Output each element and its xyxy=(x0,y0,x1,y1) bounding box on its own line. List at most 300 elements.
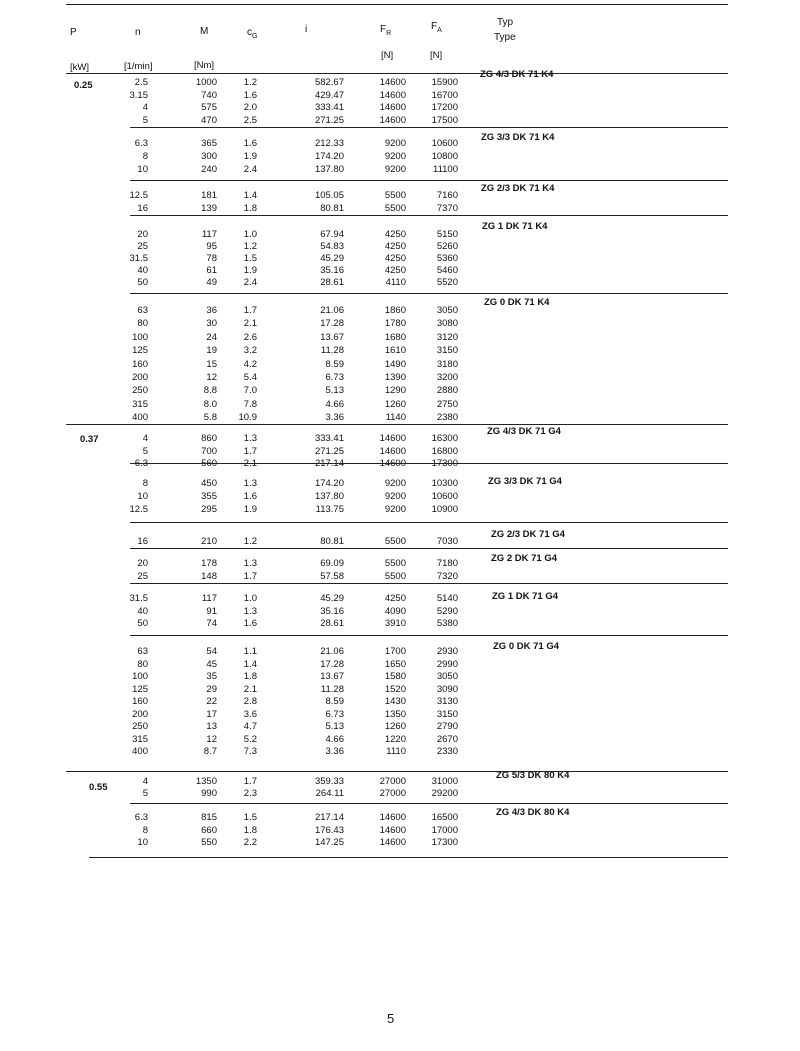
header-type: Type xyxy=(494,32,516,43)
cell-ratio: 174.20 xyxy=(314,478,344,489)
cell-axial-force: 5520 xyxy=(436,277,458,288)
group-separator xyxy=(130,583,728,584)
cell-service-factor: 1.8 xyxy=(243,203,257,214)
cell-radial-force: 1110 xyxy=(386,746,406,757)
header-fa xyxy=(431,21,442,34)
cell-ratio: 212.33 xyxy=(314,138,344,149)
cell-radial-force: 27000 xyxy=(379,776,406,787)
gear-type-label: ZG 5/3 DK 80 K4 xyxy=(496,770,570,781)
cell-radial-force: 1290 xyxy=(384,385,406,396)
gear-type-label: ZG 0 DK 71 K4 xyxy=(484,297,550,308)
cell-radial-force: 5500 xyxy=(384,536,406,547)
cell-speed: 4 xyxy=(142,102,148,113)
cell-speed: 10 xyxy=(137,164,148,175)
cell-ratio: 8.59 xyxy=(325,359,344,370)
cell-service-factor: 7.3 xyxy=(243,746,257,757)
header-fa-main: F xyxy=(431,21,438,32)
cell-torque: 36 xyxy=(206,305,217,316)
cell-speed: 125 xyxy=(132,684,148,695)
cell-radial-force: 1220 xyxy=(384,734,406,745)
cell-speed: 40 xyxy=(137,606,148,617)
cell-radial-force: 14600 xyxy=(379,90,406,101)
cell-service-factor: 1.7 xyxy=(243,776,257,787)
cell-torque xyxy=(201,458,217,470)
cell-speed: 100 xyxy=(132,671,148,682)
header-cg xyxy=(247,27,257,40)
cell-ratio xyxy=(315,458,344,470)
cell-service-factor: 1.8 xyxy=(243,671,257,682)
cell-speed: 63 xyxy=(137,646,148,657)
cell-radial-force: 14600 xyxy=(379,837,406,848)
cell-axial-force: 3050 xyxy=(436,671,458,682)
cell-axial-force: 29200 xyxy=(431,788,458,799)
group-separator xyxy=(130,522,728,523)
cell-speed: 8 xyxy=(142,151,148,162)
cell-service-factor: 5.2 xyxy=(243,734,257,745)
group-separator xyxy=(130,293,728,294)
group-separator xyxy=(89,857,728,858)
cell-radial-force: 9200 xyxy=(384,164,406,175)
cell-radial-force: 9200 xyxy=(384,491,406,502)
cell-radial-force: 14600 xyxy=(379,825,406,836)
gear-type-label: ZG 2/3 DK 71 G4 xyxy=(491,529,565,540)
cell-torque: 117 xyxy=(201,593,217,604)
group-separator xyxy=(130,215,728,216)
cell-radial-force: 1860 xyxy=(384,305,406,316)
gear-type-label: ZG 4/3 DK 71 G4 xyxy=(487,426,561,437)
cell-ratio: 11.28 xyxy=(320,345,344,356)
cell-service-factor: 10.9 xyxy=(238,412,257,423)
cell-torque: 181 xyxy=(201,190,217,201)
cell-axial-force: 2790 xyxy=(436,721,458,732)
cell-torque: 17 xyxy=(206,709,217,720)
cell-radial-force: 5500 xyxy=(384,558,406,569)
cell-torque: 575 xyxy=(201,102,217,113)
cell-service-factor: 2.2 xyxy=(243,837,257,848)
cell-radial-force: 9200 xyxy=(384,151,406,162)
cell-ratio: 264.11 xyxy=(315,788,344,799)
cell-axial-force: 3180 xyxy=(436,359,458,370)
cell-radial-force: 9200 xyxy=(384,138,406,149)
cell-radial-force: 14600 xyxy=(379,115,406,126)
cell-radial-force: 4250 xyxy=(384,265,406,276)
cell-axial-force: 11100 xyxy=(432,164,458,175)
cell-speed: 10 xyxy=(137,837,148,848)
cell-torque: 35 xyxy=(206,671,217,682)
cell-ratio: 4.66 xyxy=(325,399,344,410)
group-separator xyxy=(66,771,728,772)
cell-ratio: 8.59 xyxy=(325,696,344,707)
header-i: i xyxy=(305,24,308,35)
cell-service-factor: 1.9 xyxy=(243,265,257,276)
cell-service-factor: 1.8 xyxy=(243,825,257,836)
gear-type-label: ZG 1 DK 71 G4 xyxy=(492,591,558,602)
cell-ratio: 80.81 xyxy=(320,536,344,547)
cell-axial-force: 2990 xyxy=(436,659,458,670)
cell-ratio: 147.25 xyxy=(314,837,344,848)
cell-speed: 100 xyxy=(132,332,148,343)
cell-radial-force: 1430 xyxy=(384,696,406,707)
cell-radial-force: 4110 xyxy=(385,277,406,288)
cell-ratio: 35.16 xyxy=(320,606,344,617)
cell-service-factor: 4.7 xyxy=(243,721,257,732)
cell-radial-force: 14600 xyxy=(379,812,406,823)
cell-axial-force: 3080 xyxy=(436,318,458,329)
cell-axial-force: 16700 xyxy=(431,90,458,101)
cell-axial-force xyxy=(432,458,458,470)
cell-speed: 16 xyxy=(137,203,148,214)
cell-service-factor: 3.2 xyxy=(243,345,257,356)
gear-type-label: ZG 3/3 DK 71 K4 xyxy=(481,132,555,143)
cell-ratio: 13.67 xyxy=(320,671,344,682)
cell-axial-force: 2930 xyxy=(436,646,458,657)
cell-service-factor: 2.3 xyxy=(243,788,257,799)
cell-axial-force: 10800 xyxy=(431,151,458,162)
cell-speed: 250 xyxy=(132,385,148,396)
cell-radial-force: 4250 xyxy=(384,593,406,604)
cell-service-factor: 1.2 xyxy=(243,536,257,547)
cell-ratio: 3.36 xyxy=(325,412,344,423)
cell-speed: 50 xyxy=(137,618,148,629)
cell-speed: 6.3 xyxy=(134,138,148,149)
cell-speed: 2.5 xyxy=(134,77,148,88)
cell-speed: 80 xyxy=(137,659,148,670)
cell-axial-force: 17000 xyxy=(431,825,458,836)
cell-speed: 4 xyxy=(142,433,148,444)
gear-type-label: ZG 2 DK 71 G4 xyxy=(491,553,557,564)
cell-torque: 45 xyxy=(206,659,217,670)
cell-speed: 50 xyxy=(137,277,148,288)
cell-torque: 91 xyxy=(206,606,217,617)
cell-radial-force: 3910 xyxy=(384,618,406,629)
cell-ratio: 45.29 xyxy=(320,593,344,604)
cell-radial-force: 1680 xyxy=(384,332,406,343)
cell-ratio: 137.80 xyxy=(314,491,344,502)
cell-axial-force: 2880 xyxy=(436,385,458,396)
cell-torque: 49 xyxy=(206,277,217,288)
cell-service-factor: 1.6 xyxy=(243,90,257,101)
cell-radial-force: 1520 xyxy=(384,684,406,695)
cell-speed: 400 xyxy=(132,746,148,757)
cell-ratio: 333.41 xyxy=(314,102,344,113)
cell-ratio: 359.33 xyxy=(314,776,344,787)
cell-torque: 470 xyxy=(201,115,217,126)
cell-torque: 450 xyxy=(201,478,217,489)
cell-service-factor: 7.0 xyxy=(243,385,257,396)
cell-service-factor: 5.4 xyxy=(243,372,257,383)
cell-service-factor: 1.6 xyxy=(243,491,257,502)
cell-axial-force: 3150 xyxy=(436,345,458,356)
header-fa-sub: A xyxy=(437,27,442,34)
cell-speed: 6.3 xyxy=(134,812,148,823)
cell-axial-force: 10600 xyxy=(431,138,458,149)
cell-axial-force: 7160 xyxy=(436,190,458,201)
cell-radial-force: 9200 xyxy=(384,504,406,515)
cell-axial-force: 2380 xyxy=(436,412,458,423)
group-separator xyxy=(130,803,728,804)
cell-speed: 80 xyxy=(137,318,148,329)
cell-axial-force: 5150 xyxy=(436,229,458,240)
page-number: 5 xyxy=(387,1011,395,1026)
cell-torque: 8.8 xyxy=(203,385,217,396)
cell-axial-force: 10600 xyxy=(431,491,458,502)
cell-axial-force: 17200 xyxy=(431,102,458,113)
cell-service-factor: 1.6 xyxy=(243,138,257,149)
cell-torque: 300 xyxy=(201,151,217,162)
cell-torque: 8.0 xyxy=(203,399,217,410)
cell-axial-force: 5380 xyxy=(436,618,458,629)
cell-axial-force: 7030 xyxy=(436,536,458,547)
cell-service-factor: 1.3 xyxy=(243,478,257,489)
cell-torque: 660 xyxy=(201,825,217,836)
cell-torque: 815 xyxy=(201,812,217,823)
power-label: 0.25 xyxy=(74,80,93,91)
group-separator xyxy=(130,463,728,464)
cell-service-factor: 2.0 xyxy=(243,102,257,113)
unit-fr: [N] xyxy=(381,50,394,61)
cell-ratio: 271.25 xyxy=(314,115,344,126)
cell-speed: 160 xyxy=(132,359,148,370)
cell-radial-force: 4250 xyxy=(384,253,406,264)
cell-torque: 355 xyxy=(201,491,217,502)
cell-speed: 20 xyxy=(137,558,148,569)
cell-radial-force: 1580 xyxy=(384,671,406,682)
cell-speed: 8 xyxy=(142,478,148,489)
header-fr-main: F xyxy=(380,24,387,35)
cell-axial-force: 3050 xyxy=(436,305,458,316)
cell-service-factor: 1.2 xyxy=(243,241,257,252)
cell-service-factor: 1.1 xyxy=(243,646,257,657)
cell-radial-force: 14600 xyxy=(379,446,406,457)
cell-radial-force: 27000 xyxy=(379,788,406,799)
cell-speed: 12.5 xyxy=(129,190,148,201)
cell-torque: 1350 xyxy=(195,776,217,787)
cell-speed: 200 xyxy=(132,709,148,720)
cell-service-factor: 1.2 xyxy=(243,77,257,88)
cell-torque: 550 xyxy=(201,837,217,848)
cell-torque: 990 xyxy=(201,788,217,799)
cell-radial-force: 1390 xyxy=(384,372,406,383)
cell-service-factor: 1.7 xyxy=(243,305,257,316)
cell-torque: 860 xyxy=(201,433,217,444)
cell-axial-force: 2670 xyxy=(436,734,458,745)
cell-service-factor: 1.5 xyxy=(243,253,257,264)
unit-n: [1/min] xyxy=(124,61,153,72)
cell-torque: 117 xyxy=(201,229,217,240)
gear-type-label: ZG 0 DK 71 G4 xyxy=(493,641,559,652)
cell-service-factor: 1.0 xyxy=(243,593,257,604)
cell-ratio: 17.28 xyxy=(320,659,344,670)
cell-torque: 61 xyxy=(206,265,217,276)
cell-axial-force: 16800 xyxy=(431,446,458,457)
cell-ratio: 582.67 xyxy=(314,77,344,88)
cell-torque: 700 xyxy=(201,446,217,457)
cell-ratio: 54.83 xyxy=(320,241,344,252)
cell-speed: 16 xyxy=(137,536,148,547)
cell-axial-force: 2750 xyxy=(436,399,458,410)
cell-axial-force: 2330 xyxy=(436,746,458,757)
cell-radial-force: 5500 xyxy=(384,571,406,582)
cell-torque: 8.7 xyxy=(203,746,217,757)
cell-speed: 63 xyxy=(137,305,148,316)
cell-axial-force: 5290 xyxy=(436,606,458,617)
cell-torque: 13 xyxy=(206,721,217,732)
cell-ratio: 35.16 xyxy=(320,265,344,276)
cell-torque: 365 xyxy=(201,138,217,149)
power-label: 0.37 xyxy=(80,434,99,445)
header-cg-main: c xyxy=(247,27,252,38)
cell-ratio: 21.06 xyxy=(320,305,344,316)
gear-type-label: ZG 2/3 DK 71 K4 xyxy=(481,183,555,194)
cell-axial-force: 7180 xyxy=(436,558,458,569)
cell-radial-force: 14600 xyxy=(379,77,406,88)
cell-speed: 5 xyxy=(142,446,148,457)
cell-ratio: 429.47 xyxy=(314,90,344,101)
cell-service-factor: 3.6 xyxy=(243,709,257,720)
cell-radial-force: 1650 xyxy=(384,659,406,670)
cell-speed: 3.15 xyxy=(129,90,148,101)
cell-axial-force: 3130 xyxy=(436,696,458,707)
cell-speed: 25 xyxy=(137,571,148,582)
cell-axial-force: 3120 xyxy=(436,332,458,343)
group-separator xyxy=(66,424,728,425)
cell-axial-force: 5140 xyxy=(436,593,458,604)
group-separator xyxy=(130,127,728,128)
cell-torque: 139 xyxy=(201,203,217,214)
cell-axial-force: 15900 xyxy=(431,77,458,88)
cell-service-factor: 2.6 xyxy=(243,332,257,343)
cell-axial-force: 17500 xyxy=(431,115,458,126)
cell-radial-force: 1490 xyxy=(384,359,406,370)
cell-radial-force: 9200 xyxy=(384,478,406,489)
cell-torque: 1000 xyxy=(195,77,217,88)
cell-ratio: 5.13 xyxy=(325,721,344,732)
cell-radial-force: 4250 xyxy=(384,241,406,252)
cell-radial-force: 1140 xyxy=(385,412,406,423)
cell-speed: 8 xyxy=(142,825,148,836)
cell-axial-force: 17300 xyxy=(431,837,458,848)
cell-radial-force: 1260 xyxy=(384,721,406,732)
cell-torque: 74 xyxy=(206,618,217,629)
cell-ratio: 217.14 xyxy=(314,812,344,823)
gear-type-label: ZG 3/3 DK 71 G4 xyxy=(488,476,562,487)
cell-radial-force: 5500 xyxy=(384,190,406,201)
cell-speed: 400 xyxy=(132,412,148,423)
cell-ratio: 57.58 xyxy=(320,571,344,582)
cell-speed: 4 xyxy=(142,776,148,787)
cell-radial-force: 1350 xyxy=(384,709,406,720)
cell-speed: 12.5 xyxy=(129,504,148,515)
cell-axial-force: 10300 xyxy=(431,478,458,489)
cell-ratio: 13.67 xyxy=(320,332,344,343)
cell-torque: 240 xyxy=(201,164,217,175)
cell-ratio: 333.41 xyxy=(314,433,344,444)
cell-service-factor: 2.1 xyxy=(243,318,257,329)
group-separator xyxy=(130,635,728,636)
cell-torque: 12 xyxy=(206,734,217,745)
header-typ: Typ xyxy=(497,17,514,28)
cell-torque: 30 xyxy=(206,318,217,329)
cell-torque: 95 xyxy=(206,241,217,252)
cell-speed: 10 xyxy=(137,491,148,502)
cell-speed: 125 xyxy=(132,345,148,356)
cell-torque: 19 xyxy=(206,345,217,356)
cell-torque: 29 xyxy=(206,684,217,695)
cell-torque: 24 xyxy=(206,332,217,343)
cell-ratio: 6.73 xyxy=(325,709,344,720)
cell-speed: 25 xyxy=(137,241,148,252)
cell-radial-force: 5500 xyxy=(384,203,406,214)
cell-torque: 22 xyxy=(206,696,217,707)
cell-ratio: 21.06 xyxy=(320,646,344,657)
cell-ratio: 5.13 xyxy=(325,385,344,396)
cell-ratio: 4.66 xyxy=(325,734,344,745)
cell-service-factor: 2.4 xyxy=(243,277,257,288)
cell-ratio: 3.36 xyxy=(325,746,344,757)
unit-p: [kW] xyxy=(70,62,89,73)
cell-axial-force: 5460 xyxy=(436,265,458,276)
cell-radial-force xyxy=(380,458,406,470)
gear-type-label: ZG 4/3 DK 80 K4 xyxy=(496,807,570,818)
unit-m: [Nm] xyxy=(194,60,215,71)
cell-torque: 148 xyxy=(201,571,217,582)
cell-service-factor: 1.7 xyxy=(243,571,257,582)
cell-torque: 54 xyxy=(206,646,217,657)
cell-ratio: 28.61 xyxy=(320,618,344,629)
cell-ratio: 174.20 xyxy=(314,151,344,162)
cell-ratio: 11.28 xyxy=(320,684,344,695)
cell-service-factor: 1.0 xyxy=(243,229,257,240)
cell-ratio: 105.05 xyxy=(314,190,344,201)
cell-axial-force: 5360 xyxy=(436,253,458,264)
cell-radial-force: 4250 xyxy=(384,229,406,240)
group-separator xyxy=(130,548,728,549)
cell-radial-force: 1780 xyxy=(384,318,406,329)
cell-service-factor xyxy=(244,458,257,470)
cell-ratio: 69.09 xyxy=(320,558,344,569)
cell-service-factor: 1.4 xyxy=(243,190,257,201)
cell-speed: 160 xyxy=(132,696,148,707)
cell-torque: 78 xyxy=(206,253,217,264)
cell-torque: 178 xyxy=(201,558,217,569)
header-rule xyxy=(66,73,728,74)
cell-radial-force: 14600 xyxy=(379,433,406,444)
cell-service-factor: 2.8 xyxy=(243,696,257,707)
cell-speed: 5 xyxy=(142,788,148,799)
cell-ratio: 176.43 xyxy=(314,825,344,836)
unit-fa: [N] xyxy=(430,50,443,61)
cell-ratio: 6.73 xyxy=(325,372,344,383)
cell-axial-force: 5260 xyxy=(436,241,458,252)
cell-service-factor: 2.1 xyxy=(243,684,257,695)
cell-torque: 295 xyxy=(201,504,217,515)
header-fr xyxy=(380,24,391,37)
cell-axial-force: 7320 xyxy=(436,571,458,582)
header-fr-sub: R xyxy=(386,30,392,37)
cell-axial-force: 16500 xyxy=(431,812,458,823)
cell-service-factor: 1.4 xyxy=(243,659,257,670)
cell-ratio: 45.29 xyxy=(320,253,344,264)
cell-axial-force: 3150 xyxy=(436,709,458,720)
power-label: 0.55 xyxy=(89,782,108,793)
cell-speed: 40 xyxy=(137,265,148,276)
cell-speed: 31.5 xyxy=(129,253,148,264)
top-rule xyxy=(66,4,728,5)
group-separator xyxy=(130,180,728,181)
cell-speed xyxy=(135,458,148,470)
cell-torque: 12 xyxy=(206,372,217,383)
cell-torque: 210 xyxy=(201,536,217,547)
